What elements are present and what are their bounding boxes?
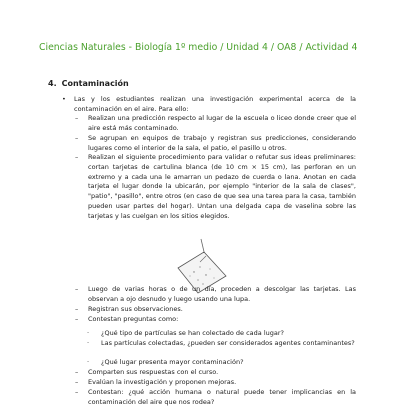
dash-icon: – bbox=[75, 378, 79, 386]
dash-icon: – bbox=[75, 134, 79, 142]
step-text: Contestan preguntas como: bbox=[88, 315, 179, 323]
dash-icon: – bbox=[75, 368, 79, 376]
list-item bbox=[75, 134, 356, 154]
step-text: Realizan el siguiente procedimiento para validar o refutar sus ideas preliminares: cortan tarjetas de cartulina blanca (de 10 cm × 15 cm), las perforan en un extremo y a cada una le amarran un pedazo de cuerda o lana. Anotan en cada tarjeta el lugar donde la ubicarán, por ejemplo "interior de la sala de clases", "patio", "pasillo", entre otros (en caso de que sea una tarea para la casa, también pueden usar partes del hogar). Untan una delgada capa de vaselina sobre las tarjetas y las cuelgan en los sitios elegidos. bbox=[88, 153, 356, 220]
question-item bbox=[87, 358, 356, 368]
question-text: ¿Qué tipo de partículas se han colectado de cada lugar? bbox=[101, 329, 284, 337]
list-item bbox=[75, 388, 356, 408]
section-title-text: Contaminación bbox=[61, 79, 129, 88]
step-text: Realizan una predicción respecto al lugar de la escuela o liceo donde creer que el aire está más contaminado. bbox=[88, 114, 356, 132]
step-text: Comparten sus respuestas con el curso. bbox=[88, 368, 219, 376]
question-text: Las partículas colectadas, ¿pueden ser considerados agentes contaminantes? bbox=[101, 339, 355, 347]
small-bullet-icon: · bbox=[87, 329, 90, 337]
question-item bbox=[87, 339, 356, 349]
step-text: Registran sus observaciones. bbox=[88, 305, 183, 313]
dash-icon: – bbox=[75, 315, 79, 323]
dash-icon: – bbox=[75, 114, 79, 122]
question-text: ¿Qué lugar presenta mayor contaminación? bbox=[101, 358, 244, 366]
dash-icon: – bbox=[75, 285, 79, 293]
question-item bbox=[87, 329, 356, 339]
intro-bullet bbox=[62, 95, 356, 115]
small-bullet-icon: · bbox=[87, 339, 90, 347]
small-bullet-icon: · bbox=[87, 358, 90, 366]
step-text: Se agrupan en equipos de trabajo y registran sus predicciones, considerando lugares como el interior de la sala, el patio, el pasillo u otros. bbox=[88, 134, 356, 152]
page-header: Ciencias Naturales - Biología 1º medio / Unidad 4 / OA8 / Actividad 4 bbox=[39, 42, 358, 53]
list-item bbox=[75, 114, 356, 134]
dash-icon: – bbox=[75, 153, 79, 161]
list-item bbox=[75, 315, 356, 325]
section-title bbox=[48, 79, 129, 88]
step-text: Luego de varias horas o de un día, proceden a descolgar las tarjetas. Las observan a ojo desnudo y luego usando una lupa. bbox=[88, 285, 356, 303]
list-item bbox=[75, 285, 356, 305]
step-text: Contestan: ¿qué acción humana o natural puede tener implicancias en la contaminación del aire que nos rodea? bbox=[88, 388, 356, 406]
step-text: Evalúan la investigación y proponen mejoras. bbox=[88, 378, 237, 386]
list-item bbox=[75, 368, 356, 378]
list-item bbox=[75, 153, 356, 222]
dash-icon: – bbox=[75, 388, 79, 396]
list-item bbox=[75, 378, 356, 388]
dash-icon: – bbox=[75, 305, 79, 313]
intro-text: Las y los estudiantes realizan una investigación experimental acerca de la contaminación en el aire. Para ello: bbox=[74, 95, 356, 113]
bullet-dot-icon: • bbox=[62, 95, 66, 103]
list-item bbox=[75, 305, 356, 315]
section-number: 4. bbox=[48, 79, 57, 88]
